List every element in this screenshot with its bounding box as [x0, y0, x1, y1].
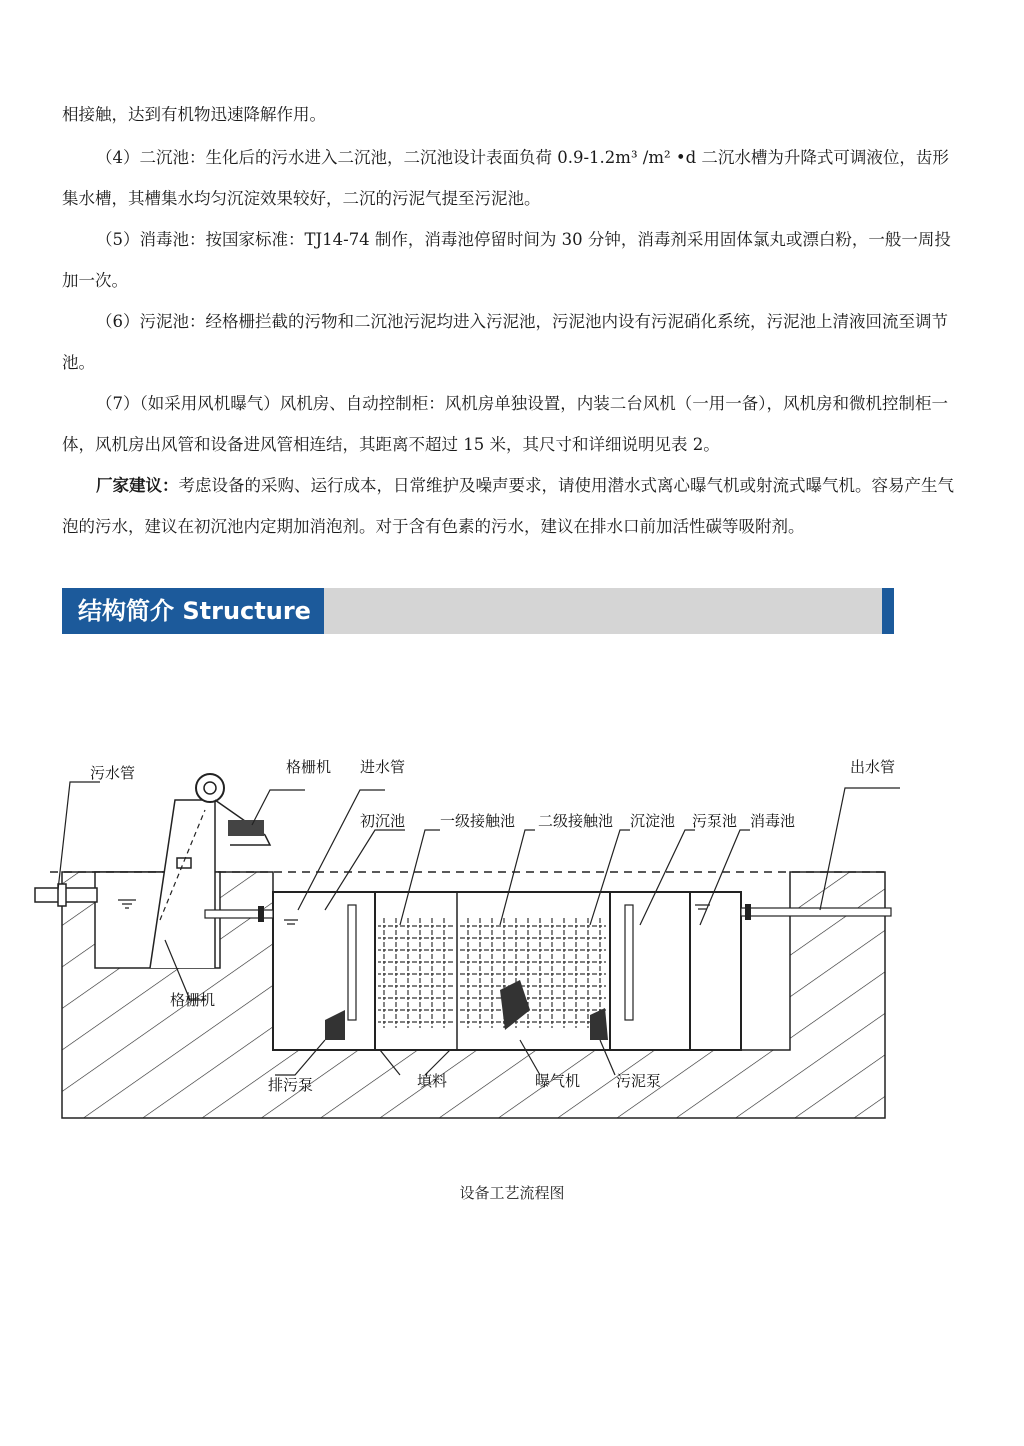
- paragraph-continuation: 相接触，达到有机物迅速降解作用。: [62, 105, 326, 124]
- label-sludge-pump-tank: 污泵池: [692, 812, 738, 830]
- label-filler: 填料: [417, 1072, 448, 1090]
- label-disinfection-tank: 消毒池: [750, 812, 796, 830]
- process-flow-diagram: [30, 740, 900, 1130]
- paragraph-secondary-settling: （4）二沉池：生化后的污水进入二沉池，二沉池设计表面负荷 0.9-1.2m³ /m² •d 二沉水槽为升降式可调液位，齿形集水槽，其槽集水均匀沉淀效果较好，二沉的污泥气提至污泥池。: [62, 148, 949, 208]
- diagram-caption: 设备工艺流程图: [459, 1184, 565, 1202]
- advice-text: 考虑设备的采购、运行成本，日常维护及噪声要求，请使用潜水式离心曝气机或射流式曝气机。容易产生气泡的污水，建议在初沉池内定期加消泡剂。对于含有色素的污水，建议在排水口前加活性碳等吸附剂。: [62, 476, 954, 536]
- paragraph-manufacturer-advice: [62, 465, 962, 547]
- label-sewage-pipe: 污水管: [90, 764, 136, 782]
- section-bar-end-cap: [882, 588, 894, 634]
- paragraph-blower-room: （7）（如采用风机曝气）风机房、自动控制柜：风机房单独设置，内装二台风机（一用一备），风机房和微机控制柜一体，风机房出风管和设备进风管相连结，其距离不超过 15 米，其尺寸和详细说明见表 2。: [62, 394, 948, 454]
- label-aerator: 曝气机: [535, 1072, 581, 1090]
- label-first-contact-tank: 一级接触池: [440, 812, 516, 830]
- label-grille-machine-bottom: 格栅机: [170, 991, 216, 1009]
- treatment-tank: [273, 892, 741, 1050]
- section-title: 结构简介 Structure: [62, 588, 324, 634]
- section-header-bar: [62, 588, 894, 634]
- advice-label: 厂家建议：: [96, 476, 179, 495]
- label-sludge-pump: 污泥泵: [616, 1072, 662, 1090]
- label-drain-pump: 排污泵: [268, 1076, 314, 1094]
- paragraph-disinfection: （5）消毒池：按国家标准：TJ14-74 制作，消毒池停留时间为 30 分钟，消毒剂采用固体氯丸或漂白粉，一般一周投加一次。: [62, 230, 951, 290]
- label-settling-tank: 沉淀池: [630, 812, 676, 830]
- label-primary-tank: 初沉池: [360, 812, 406, 830]
- label-outlet-pipe: 出水管: [850, 758, 896, 776]
- label-inlet-pipe: 进水管: [360, 758, 406, 776]
- label-grille-machine-top: 格栅机: [286, 758, 332, 776]
- label-second-contact-tank: 二级接触池: [538, 812, 614, 830]
- paragraph-sludge-tank: （6）污泥池：经格栅拦截的污物和二沉池污泥均进入污泥池，污泥池内设有污泥硝化系统，污泥池上清液回流至调节池。: [62, 312, 948, 372]
